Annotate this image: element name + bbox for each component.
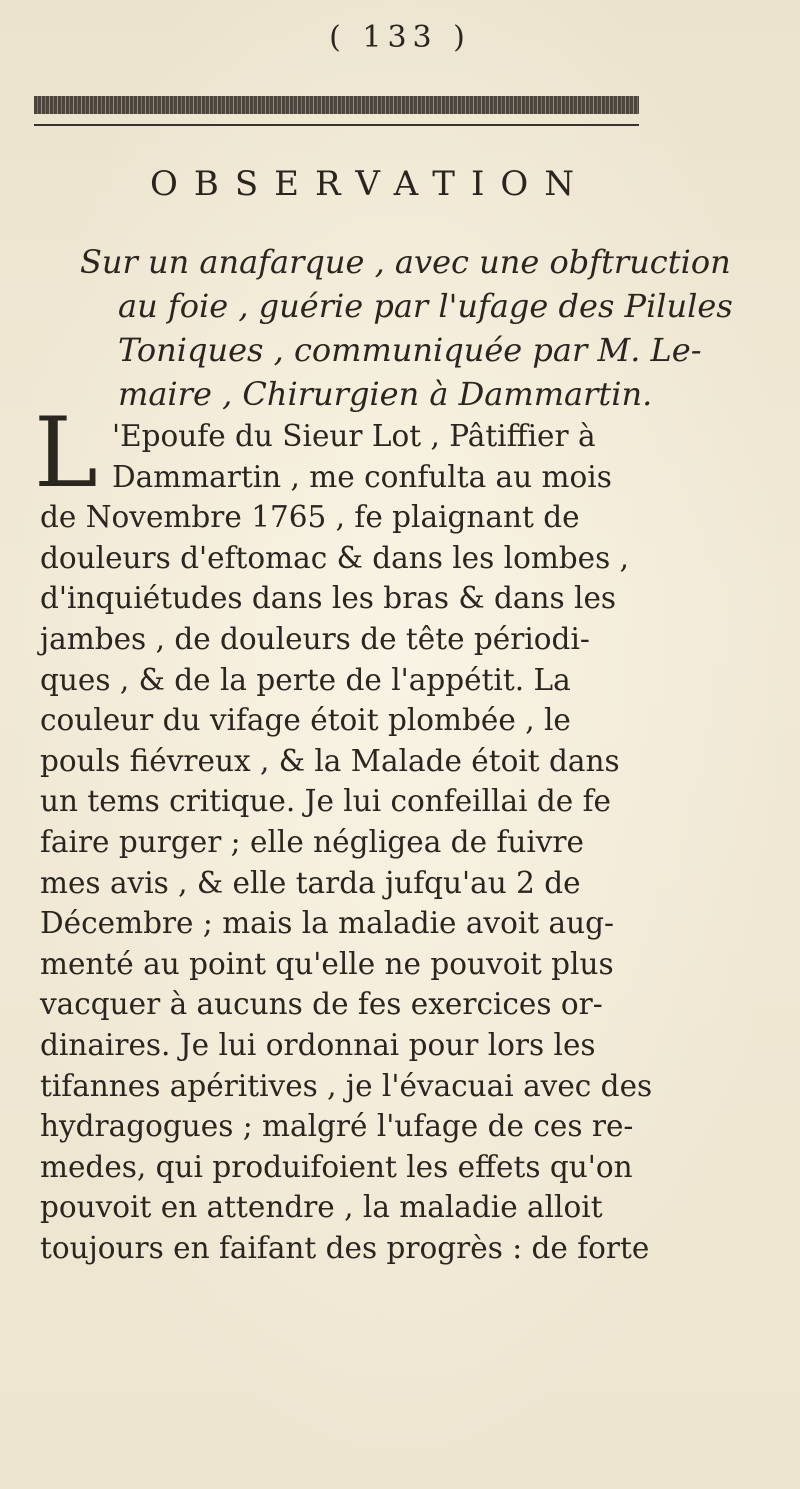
body-line: mes avis , & elle tarda jufqu'au 2 de [40, 865, 581, 900]
body-line: pouls fiévreux , & la Malade étoit dans [40, 743, 620, 778]
subtitle-line: Toniques , communiquée par M. Le- [118, 331, 702, 369]
body-line: dinaires. Je lui ordonnai pour lors les [40, 1027, 596, 1062]
subtitle-line: Sur un anafarque , avec une obftruction [80, 243, 731, 281]
header-rule [34, 124, 639, 126]
body-line: couleur du vifage étoit plombée , le [40, 703, 571, 738]
body-line: tifannes apéritives , je l'évacuai avec des [40, 1068, 653, 1103]
section-title: OBSERVATION [149, 164, 591, 204]
body-line: ques , & de la perte de l'appétit. La [40, 662, 571, 697]
body-line: 'Epoufe du Sieur Lot , Pâtiffier à [112, 419, 596, 453]
drop-cap: L [34, 397, 98, 509]
subtitle-line: maire , Chirurgien à Dammartin. [118, 375, 653, 413]
body-text [40, 416, 680, 1268]
page-number: ( 133 ) [329, 20, 471, 55]
body-line: menté au point qu'elle ne pouvoit plus [40, 946, 614, 981]
body-line: douleurs d'eftomac & dans les lombes , [40, 540, 630, 575]
body-line: de Novembre 1765 , fe plaignant de [40, 500, 580, 535]
body-line: toujours en faifant des progrès : de forte [40, 1230, 650, 1265]
body-line: Décembre ; mais la maladie avoit aug- [40, 906, 614, 941]
body-line: hydragogues ; malgré l'ufage de ces re- [40, 1109, 634, 1144]
body-line: jambes , de douleurs de tête périodi- [40, 621, 590, 656]
body-line: faire purger ; elle négligea de fuivre [40, 824, 584, 859]
subtitle-line: au foie , guérie par l'ufage des Pilules [118, 287, 733, 325]
body-line: d'inquiétudes dans les bras & dans les [40, 581, 617, 616]
body-line: medes, qui produifoient les effets qu'on [40, 1149, 633, 1184]
section-subtitle [80, 240, 733, 416]
body-line: vacquer à aucuns de fes exercices or- [40, 987, 603, 1022]
body-line: pouvoit en attendre , la maladie alloit [40, 1190, 603, 1225]
body-line: Dammartin , me confulta au mois [112, 459, 612, 494]
header-ornament-band [34, 96, 639, 114]
body-line: un tems critique. Je lui confeillai de fe [40, 784, 611, 819]
